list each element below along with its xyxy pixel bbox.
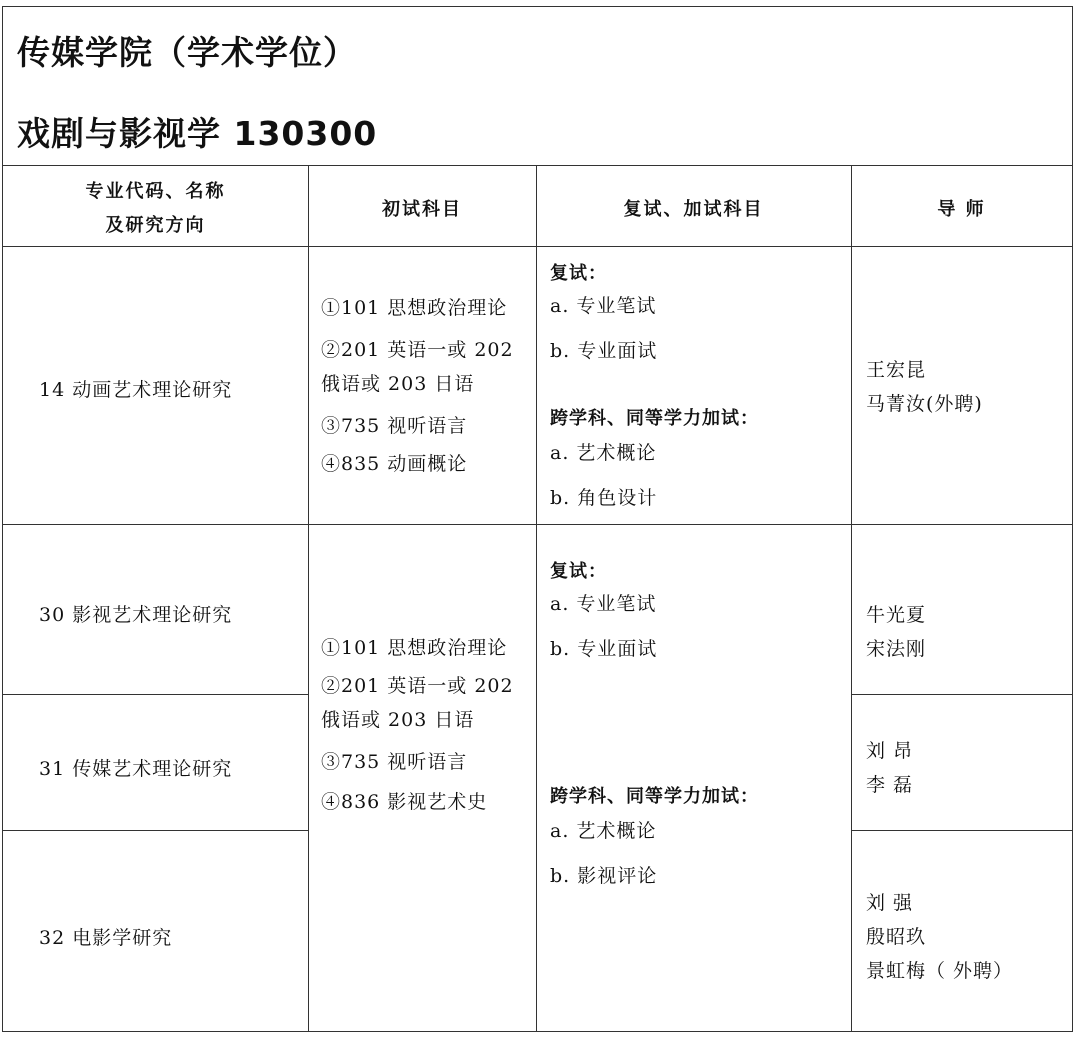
- tutor-name: 牛光夏: [866, 604, 927, 626]
- header-tutor: 导 师: [937, 199, 986, 220]
- header-retest: 复试、加试科目: [623, 199, 764, 220]
- exam-item: ③735 视听语言: [321, 751, 468, 773]
- tutor-name: 刘 强: [866, 892, 914, 914]
- tutor-name: 景虹梅（ 外聘）: [866, 960, 1014, 982]
- exam-item: ②201 英语一或 202: [321, 339, 514, 361]
- tutors-31: [866, 736, 913, 797]
- tutor-name: 宋法刚: [866, 638, 927, 660]
- exam-item: ①101 思想政治理论: [321, 297, 508, 319]
- retest-title: 复试：: [550, 561, 607, 582]
- exam-item: ④836 影视艺术史: [321, 791, 488, 813]
- extra-item: b. 影视评论: [550, 865, 658, 887]
- tutor-name: 王宏昆: [866, 359, 927, 381]
- tutor-name: 殷昭玖: [866, 926, 927, 948]
- row-divider: [851, 694, 1072, 695]
- header-exam: 初试科目: [382, 199, 462, 220]
- exam-subjects-shared: [321, 633, 514, 814]
- extra-title: 跨学科、同等学力加试：: [550, 786, 759, 807]
- tutor-name: 马菁汝(外聘): [866, 393, 983, 415]
- col-divider: [851, 166, 852, 1032]
- tutors-32: [866, 888, 1013, 983]
- row-divider: [851, 830, 1072, 831]
- header-direction-line2: 及研究方向: [105, 215, 206, 236]
- retest-item: a. 专业笔试: [550, 593, 657, 615]
- direction-14: 14 动画艺术理论研究: [39, 379, 233, 401]
- extra-title: 跨学科、同等学力加试：: [550, 408, 759, 429]
- exam-item: 俄语或 203 日语: [321, 709, 475, 731]
- admission-table: [2, 6, 1073, 1032]
- exam-item: ②201 英语一或 202: [321, 675, 514, 697]
- header-direction: [3, 175, 308, 243]
- retest-14: [550, 259, 759, 510]
- major-title: 戏剧与影视学 130300: [17, 114, 378, 153]
- extra-item: a. 艺术概论: [550, 820, 657, 842]
- extra-item: a. 艺术概论: [550, 442, 657, 464]
- row-divider: [3, 246, 1072, 247]
- direction-30: 30 影视艺术理论研究: [39, 604, 233, 626]
- retest-item: b. 专业面试: [550, 638, 658, 660]
- row-divider: [3, 830, 308, 831]
- exam-item: ④835 动画概论: [321, 453, 468, 475]
- tutor-name: 李 磊: [866, 774, 914, 796]
- header-direction-line1: 专业代码、名称: [85, 181, 226, 202]
- tutor-name: 刘 昂: [866, 740, 914, 762]
- table-header-banner: [3, 7, 1072, 166]
- school-title: 传媒学院（学术学位）: [17, 33, 357, 72]
- direction-32: 32 电影学研究: [39, 927, 173, 949]
- retest-title: 复试：: [550, 263, 607, 284]
- direction-31: 31 传媒艺术理论研究: [39, 758, 233, 780]
- tutors-14: [866, 355, 983, 416]
- retest-shared: [550, 557, 759, 888]
- retest-item: a. 专业笔试: [550, 295, 657, 317]
- col-divider: [308, 166, 309, 1032]
- exam-item: 俄语或 203 日语: [321, 373, 475, 395]
- exam-item: ①101 思想政治理论: [321, 637, 508, 659]
- tutors-30: [866, 600, 926, 661]
- row-divider: [3, 694, 308, 695]
- retest-item: b. 专业面试: [550, 340, 658, 362]
- exam-item: ③735 视听语言: [321, 415, 468, 437]
- row-divider: [3, 524, 1072, 525]
- extra-item: b. 角色设计: [550, 487, 658, 509]
- exam-subjects-14: [321, 293, 514, 476]
- col-divider: [536, 166, 537, 1032]
